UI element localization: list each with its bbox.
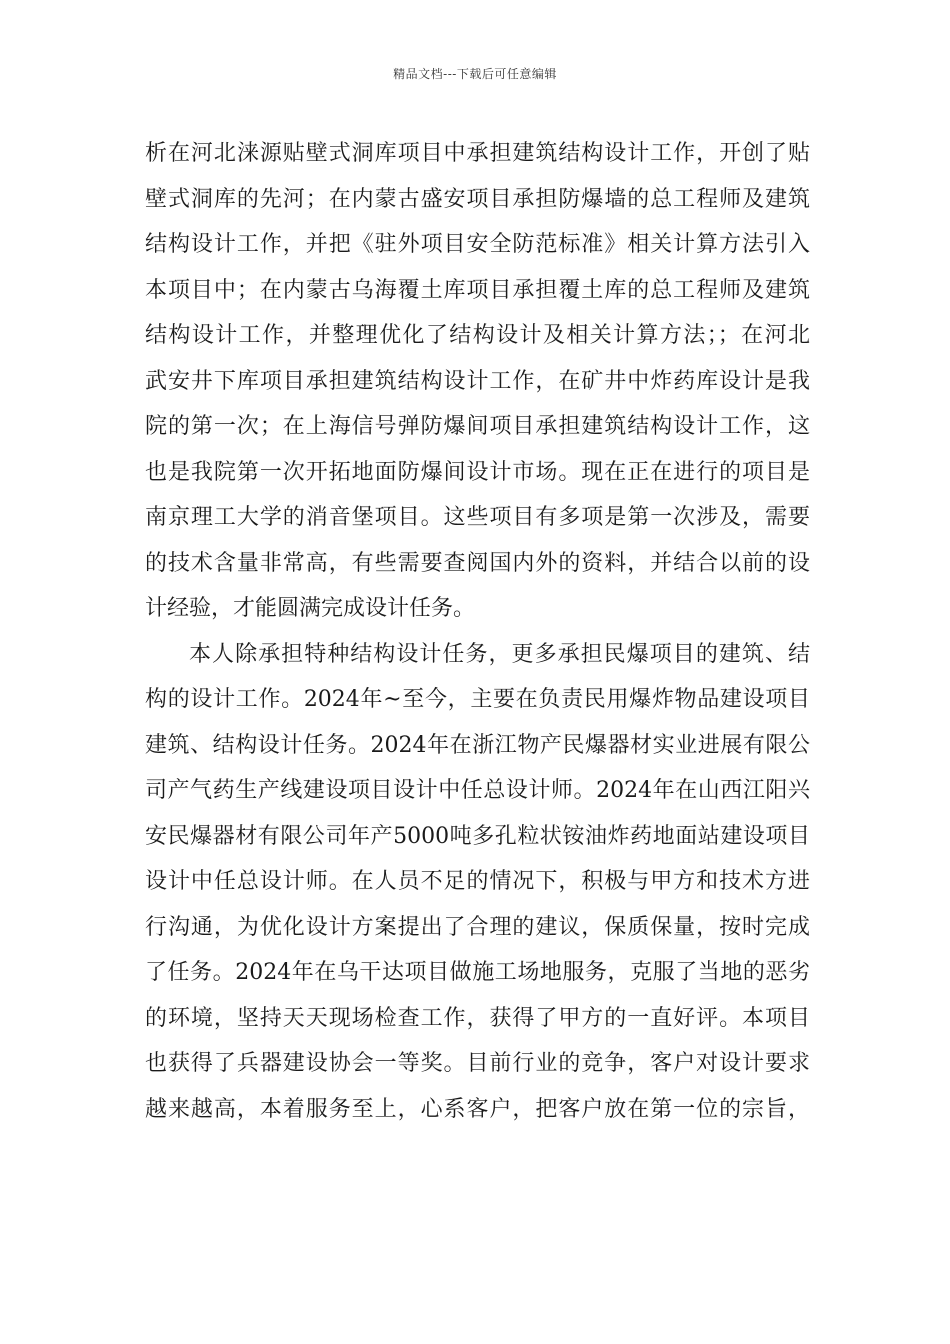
paragraph-1-line: 计经验，才能圆满完成设计任务。	[145, 596, 476, 621]
paragraph-1-line: 析在河北涞源贴壁式洞库项目中承担建筑结构设计工作，开创了贴	[145, 141, 810, 166]
paragraph-2-line: 司产气药生产线建设项目设计中任总设计师。2024年在山西江阳兴	[145, 778, 810, 803]
paragraph-1-line: 结构设计工作，并把《驻外项目安全防范标准》相关计算方法引入	[145, 232, 810, 257]
paragraph-1-line: 武安井下库项目承担建筑结构设计工作，在矿井中炸药库设计是我	[145, 368, 810, 394]
paragraph-1-line: 也是我院第一次开拓地面防爆间设计市场。现在正在进行的项目是	[145, 459, 810, 485]
paragraph-1-line: 结构设计工作，并整理优化了结构设计及相关计算方法；；在河北	[145, 323, 810, 348]
paragraph-1-line: 的技术含量非常高，有些需要查阅国内外的资料，并结合以前的设	[145, 550, 810, 576]
paragraph-2-line: 建筑、结构设计任务。2024年在浙江物产民爆器材实业进展有限公	[145, 732, 810, 758]
paragraph-2-line: 行沟通，为优化设计方案提出了合理的建议，保质保量，按时完成	[145, 914, 810, 940]
paragraph-1-line: 本项目中；在内蒙古乌海覆土库项目承担覆土库的总工程师及建筑	[145, 277, 810, 303]
paragraph-2-line: 越来越高，本着服务至上，心系客户，把客户放在第一位的宗旨，	[145, 1096, 810, 1122]
paragraph-2-line: 构的设计工作。2024年~至今，主要在负责民用爆炸物品建设项目	[145, 687, 810, 712]
paragraph-1-line: 南京理工大学的消音堡项目。这些项目有多项是第一次涉及，需要	[145, 505, 810, 530]
page-header: 精品文档---下载后可任意编辑	[393, 67, 557, 81]
document-body	[145, 131, 810, 1132]
paragraph-1-line: 壁式洞库的先河；在内蒙古盛安项目承担防爆墙的总工程师及建筑	[145, 186, 810, 212]
paragraph-2-line: 安民爆器材有限公司年产5000吨多孔粒状铵油炸药地面站建设项目	[145, 823, 810, 849]
paragraph-2-line: 的环境，坚持天天现场检查工作，获得了甲方的一直好评。本项目	[145, 1005, 810, 1031]
paragraph-2-line: 了任务。2024年在乌干达项目做施工场地服务，克服了当地的恶劣	[145, 960, 810, 985]
paragraph-2-line: 本人除承担特种结构设计任务，更多承担民爆项目的建筑、结	[189, 641, 810, 667]
paragraph-2-line: 设计中任总设计师。在人员不足的情况下，积极与甲方和技术方进	[145, 869, 810, 894]
paragraph-1-line: 院的第一次；在上海信号弹防爆间项目承担建筑结构设计工作，这	[145, 414, 810, 439]
paragraph-2-line: 也获得了兵器建设协会一等奖。目前行业的竞争，客户对设计要求	[145, 1051, 810, 1076]
